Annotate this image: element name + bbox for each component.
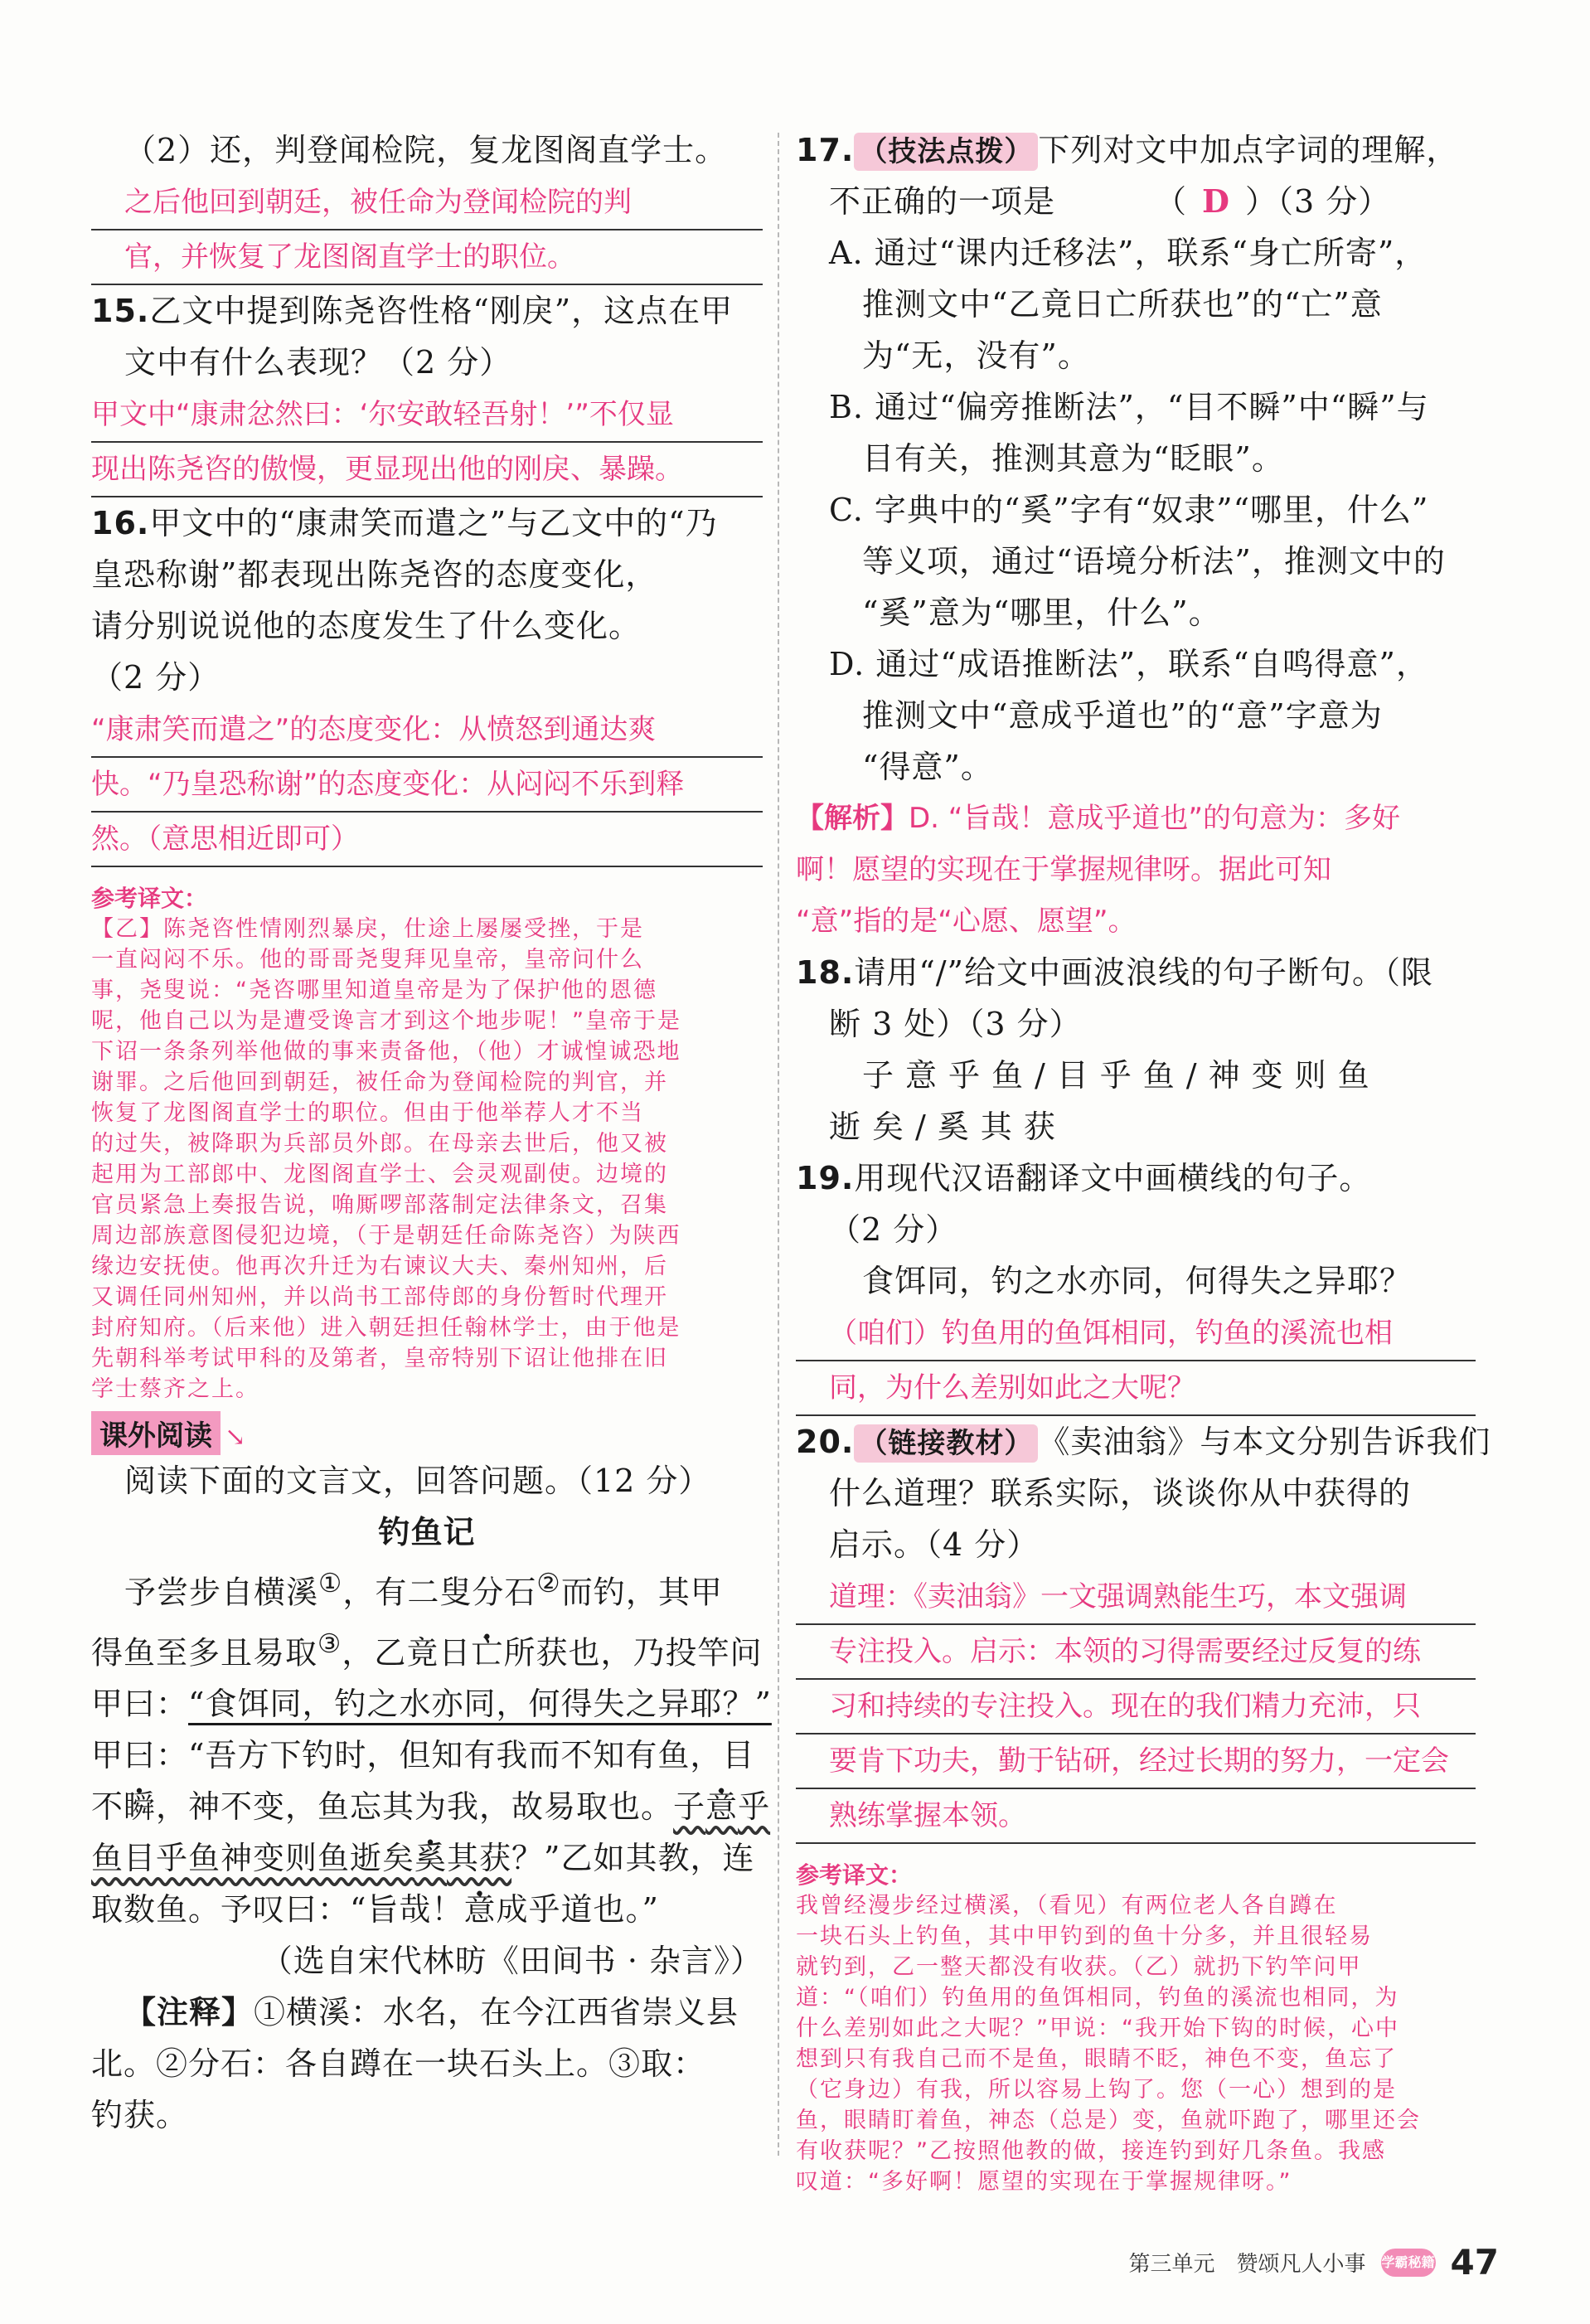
- q17-option: C. 字典中的“奚”字有“奴隶”“哪里，什么”: [829, 492, 1429, 528]
- ref-line: 恢复了龙图阁直学士的职位。但由于他举荐人才不当: [91, 1100, 644, 1126]
- q17-option: 目有关，推测其意为“眨眼”。: [862, 440, 1284, 477]
- passage-text: 子: [673, 1788, 706, 1826]
- q20-prompt: [796, 1416, 1491, 1468]
- q20-tag: （链接教材）: [854, 1424, 1038, 1463]
- ref-line: 一直闷闷不乐。他的哥哥尧叟拜见皇帝，皇帝问什么: [91, 947, 644, 973]
- q16-text: 甲文中的“康肃笑而遣之”与乙文中的“乃: [149, 505, 718, 541]
- reading-instruction: 阅读下面的文言文，回答问题。（12 分）: [124, 1463, 711, 1499]
- emphasized-char: 奚: [414, 1840, 448, 1877]
- ref-line: 道：“（咱们）钓鱼用的鱼饵相同，钓鱼的溪流也相同，为: [796, 1985, 1399, 2011]
- passage-text: 不: [91, 1788, 124, 1826]
- wavy-underlined-sentence: [91, 1840, 511, 1876]
- q17-option: D. 通过“成语推断法”，联系“自鸣得意”，: [829, 646, 1428, 682]
- q19-sentence: 食饵同，钓之水亦同，何得失之异耶？: [862, 1263, 1413, 1299]
- column-divider: [778, 133, 779, 2156]
- q16-answer-line: “康肃笑而遣之”的态度变化：从愤怒到通达爽: [91, 703, 763, 758]
- passage-text: ，有二叟分石: [342, 1574, 537, 1611]
- reference-translation-title: 参考译文：: [796, 1861, 913, 1889]
- ref-line: 有收获呢？”乙按照他教的做，接连钓到好几条鱼。我感: [796, 2138, 1386, 2164]
- reference-translation-title: 参考译文：: [91, 885, 208, 912]
- footnote-marker: ①: [318, 1569, 343, 1599]
- q16-text-line: （2 分）: [91, 659, 221, 696]
- q17-option: 推测文中“意成乎道也”的“意”字意为: [862, 697, 1383, 734]
- passage-line: [91, 1618, 763, 1679]
- q14-item-2: （2）还，判登闻检院，复龙图阁直学士。: [124, 132, 728, 168]
- q17-option: “奚”意为“哪里，什么”。: [862, 594, 1221, 631]
- ref-line: 【乙】陈尧咨性情刚烈暴戾，仕途上屡屡受挫，于是: [91, 916, 644, 942]
- footnote-marker: ③: [318, 1628, 342, 1659]
- publisher-logo-icon: 学霸秘籍: [1381, 2249, 1436, 2277]
- ref-line: 官员紧急上奏报告说，唃厮啰部落制定法律条文，召集: [91, 1192, 668, 1218]
- passage-text: 取数鱼。予叹曰：“旨哉！: [91, 1891, 464, 1929]
- q20-answer-line: 熟练掌握本领。: [796, 1789, 1476, 1844]
- wavy-underlined-sentence: [673, 1788, 770, 1825]
- passage-line: 甲曰：“吾方下钓时，但知有我而不知有鱼，目: [91, 1737, 755, 1774]
- q18-prompt: [796, 947, 1476, 998]
- q15-prompt: [91, 285, 763, 337]
- ref-line: 呢，他自己以为是遭受谗言才到这个地步呢！”皇帝于是: [91, 1008, 681, 1034]
- q16-text-line: 皇恐称谢”都表现出陈尧咨的态度变化，: [91, 556, 658, 593]
- q16-answer-line: 然。（意思相近即可）: [91, 813, 763, 867]
- q17-option: B. 通过“偏旁推断法”，“目不瞬”中“瞬”与: [829, 389, 1429, 425]
- q20-text-line: 启示。（4 分）: [829, 1526, 1040, 1563]
- q20-answer-line: 道理：《卖油翁》一文强调熟能生巧，本文强调: [796, 1570, 1476, 1625]
- q15-answer-line: 甲文中“康肃忿然曰：‘尔安敢轻吾射！’”不仅显: [91, 388, 763, 443]
- ref-line: 的过失，被降职为兵部员外郎。在母亲去世后，他又被: [91, 1131, 668, 1157]
- ref-line: 学士蔡齐之上。: [91, 1376, 259, 1402]
- q15-text: 乙文中提到陈尧咨性格“刚戾”，这点在甲: [149, 293, 734, 329]
- q19-text-line: （2 分）: [829, 1211, 958, 1248]
- passage-line: [91, 1558, 763, 1618]
- ref-line: 鱼，眼睛盯着鱼，神态（总是）变，鱼就吓跑了，哪里还会: [796, 2108, 1421, 2133]
- notes-line: [91, 1987, 763, 2038]
- passage-text: 成乎道也。”: [496, 1891, 659, 1929]
- passage-text: 鱼目乎鱼神变则鱼逝矣: [91, 1840, 415, 1877]
- notes-line: 钓获。: [91, 2097, 189, 2134]
- q15-text-line: 文中有什么表现？（2 分）: [124, 344, 512, 381]
- ref-line: 想到只有我自己而不是鱼，眼睛不眨，神色不变，鱼忘了: [796, 2046, 1397, 2072]
- section-label-extracurricular: 课外阅读: [91, 1411, 221, 1455]
- q17-number: 17.: [796, 132, 855, 168]
- ref-line: 事，尧叟说：“尧咨哪里知道皇帝是为了保护他的恩德: [91, 978, 657, 1003]
- q19-answer-line: （咱们）钓鱼用的鱼饵相同，钓鱼的溪流也相: [796, 1307, 1476, 1361]
- q17-option: 推测文中“乙竟日亡所获也”的“亡”意: [862, 286, 1383, 323]
- q18-answer-line: 子意乎鱼/目乎鱼/神变则鱼: [862, 1057, 1381, 1094]
- ref-line: 我曾经漫步经过横溪，（看见）有两位老人各自蹲在: [796, 1893, 1338, 1919]
- q17-analysis-line: “意”指的是“心愿、愿望”。: [796, 905, 1137, 938]
- emphasized-char: 意: [463, 1891, 497, 1929]
- ref-line: 什么差别如此之大呢？”甲说：“我开始下钩的时候，心中: [796, 2016, 1399, 2041]
- ref-line: 下诏一条条列举他做的事来责备他，（他）才诚惶诚恐地: [91, 1039, 681, 1065]
- q18-number: 18.: [796, 954, 855, 991]
- answer-bracket: （: [1155, 183, 1188, 220]
- arrow-icon: ↘: [225, 1423, 246, 1452]
- q18-text-line: 断 3 处）（3 分）: [829, 1006, 1082, 1042]
- right-column: [796, 124, 1491, 2197]
- q17-text: 下列对文中加点字词的理解，: [1038, 132, 1459, 168]
- q20-text: 《卖油翁》与本文分别告诉我们: [1038, 1424, 1491, 1460]
- q17-option: A. 通过“课内迁移法”，联系“身亡所寄”，: [829, 235, 1428, 271]
- emphasized-char: 意: [705, 1788, 739, 1826]
- q16-number: 16.: [91, 505, 150, 541]
- ref-line: 又调任同州知州，并以尚书工部侍郎的身份暂时代理开: [91, 1284, 668, 1310]
- q16-text-line: 请分别说说他的态度发生了什么变化。: [91, 608, 642, 644]
- passage-text: 其获: [447, 1840, 512, 1877]
- q20-text-line: 什么道理？联系实际，谈谈你从中获得的: [829, 1475, 1412, 1511]
- page-number: 47: [1450, 2242, 1499, 2283]
- q20-number: 20.: [796, 1424, 855, 1460]
- answer-bracket: ）（3 分）: [1244, 183, 1391, 220]
- emphasized-char: 亡: [471, 1634, 504, 1671]
- q16-prompt: [91, 497, 763, 549]
- ref-line: 就钓到，乙一整天都没有收获。（乙）就扔下钓竿问甲: [796, 1954, 1362, 1980]
- passage-text: ？”乙如其教，连: [511, 1840, 755, 1877]
- ref-line: 一块石头上钓鱼，其中甲钓到的鱼十分多，并且很轻易: [796, 1924, 1373, 1949]
- footer-unit-title: 第三单元 赞颂凡人小事: [1128, 2252, 1366, 2277]
- section-header: [91, 1405, 763, 1455]
- passage-text: 乎: [738, 1788, 771, 1826]
- q18-answer-line: 逝矣/奚其获: [829, 1109, 1067, 1145]
- ref-line: 谢罪。之后他回到朝廷，被任命为登闻检院的判官，并: [91, 1070, 668, 1095]
- notes-line: 北。②分石：各自蹲在一块石头上。③取：: [91, 2045, 706, 2083]
- ref-line: （它身边）有我，所以容易上钩了。您（一心）想到的是: [796, 2077, 1397, 2103]
- q17-option: 为“无，没有”。: [862, 337, 1090, 374]
- passage-title: 钓鱼记: [378, 1514, 476, 1550]
- ref-line: 缘边安抚使。他再次升迁为右谏议大夫、秦州知州，后: [91, 1254, 668, 1279]
- reference-translation-body: [796, 1890, 1476, 2197]
- q17-prompt: [796, 124, 1476, 176]
- reference-translation-body: [91, 914, 763, 1405]
- q19-number: 19.: [796, 1160, 855, 1196]
- q17-analysis-line: 啊！愿望的实现在于掌握规律呀。据此可知: [796, 853, 1331, 886]
- q19-answer-line: 同，为什么差别如此之大呢？: [796, 1361, 1476, 1416]
- q14-answer-line: 官，并恢复了龙图阁直学士的职位。: [91, 230, 763, 285]
- passage-text: 而钓，其甲: [560, 1574, 723, 1611]
- q19-prompt: [796, 1152, 1476, 1204]
- passage-line: [91, 1678, 772, 1730]
- passage-text: 得鱼至多且易取: [91, 1634, 318, 1671]
- passage-line: [91, 1832, 763, 1884]
- passage-text: ，乙竟日: [342, 1634, 472, 1671]
- q18-text: 请用“/”给文中画波浪线的句子断句。（限: [854, 954, 1433, 991]
- q17-text-line: [796, 176, 1476, 227]
- passage-text: 甲曰：: [91, 1686, 189, 1723]
- q20-answer-line: 专注投入。启示：本领的习得需要经过反复的练: [796, 1625, 1476, 1680]
- passage-source: （选自宋代林昉《田间书 · 杂言》）: [260, 1943, 763, 1980]
- left-column: [91, 124, 772, 2141]
- q17-option: 等义项，通过“语境分析法”，推测文中的: [862, 543, 1446, 580]
- passage-text: 予尝步自横溪: [124, 1574, 319, 1611]
- q17-analysis: [796, 793, 1476, 844]
- q17-option: “得意”。: [862, 749, 993, 785]
- footnote-marker: ②: [536, 1569, 561, 1599]
- q14-answer-line: 之后他回到朝廷，被任命为登闻检院的判: [91, 176, 763, 230]
- page-footer: [1129, 2242, 1499, 2283]
- ref-line: 封府知府。（后来他）进入朝廷担任翰林学士，由于他是: [91, 1315, 681, 1341]
- passage-text: ，神不变，鱼忘其为我，故易取也。: [156, 1788, 674, 1826]
- q17-text: 不正确的一项是: [829, 183, 1056, 220]
- q16-answer-line: 快。“乃皇恐称谢”的态度变化：从闷闷不乐到释: [91, 758, 763, 813]
- q20-answer-line: 要肯下功夫，勤于钻研，经过长期的努力，一定会: [796, 1735, 1476, 1789]
- q15-answer-line: 现出陈尧咨的傲慢，更显现出他的刚戾、暴躁。: [91, 443, 763, 497]
- notes-text: ①横溪：水名，在今江西省崇义县: [254, 1994, 739, 2031]
- ref-line: 先朝科举考试甲科的及第者，皇帝特别下诏让他排在旧: [91, 1346, 668, 1371]
- q17-answer: D: [1202, 182, 1230, 220]
- ref-line: 周边部族意图侵犯边境，（于是朝廷任命陈尧咨）为陕西: [91, 1223, 681, 1249]
- ref-line: 起用为工部郎中、龙图阁直学士、会灵观副使。边境的: [91, 1162, 668, 1187]
- emphasized-char: 瞬: [124, 1788, 157, 1826]
- underlined-sentence: “食饵同，钓之水亦同，何得失之异耶？”: [188, 1686, 772, 1723]
- passage-line: [91, 1884, 763, 1935]
- analysis-tag: 【解析】: [796, 802, 909, 835]
- q20-answer-line: 习和持续的专注投入。现在的我们精力充沛，只: [796, 1680, 1476, 1735]
- q15-number: 15.: [91, 293, 150, 329]
- ref-line: 叹道：“多好啊！愿望的实现在于掌握规律呀。”: [796, 2169, 1292, 2195]
- notes-label: 【注释】: [124, 1994, 254, 2031]
- passage-text: 所获也，乃投竿问: [503, 1634, 763, 1671]
- q19-text: 用现代汉语翻译文中画横线的句子。: [854, 1160, 1372, 1196]
- analysis-text: D. “旨哉！意成乎道也”的句意为：多好: [909, 802, 1401, 835]
- q17-tag: （技法点拨）: [854, 133, 1038, 171]
